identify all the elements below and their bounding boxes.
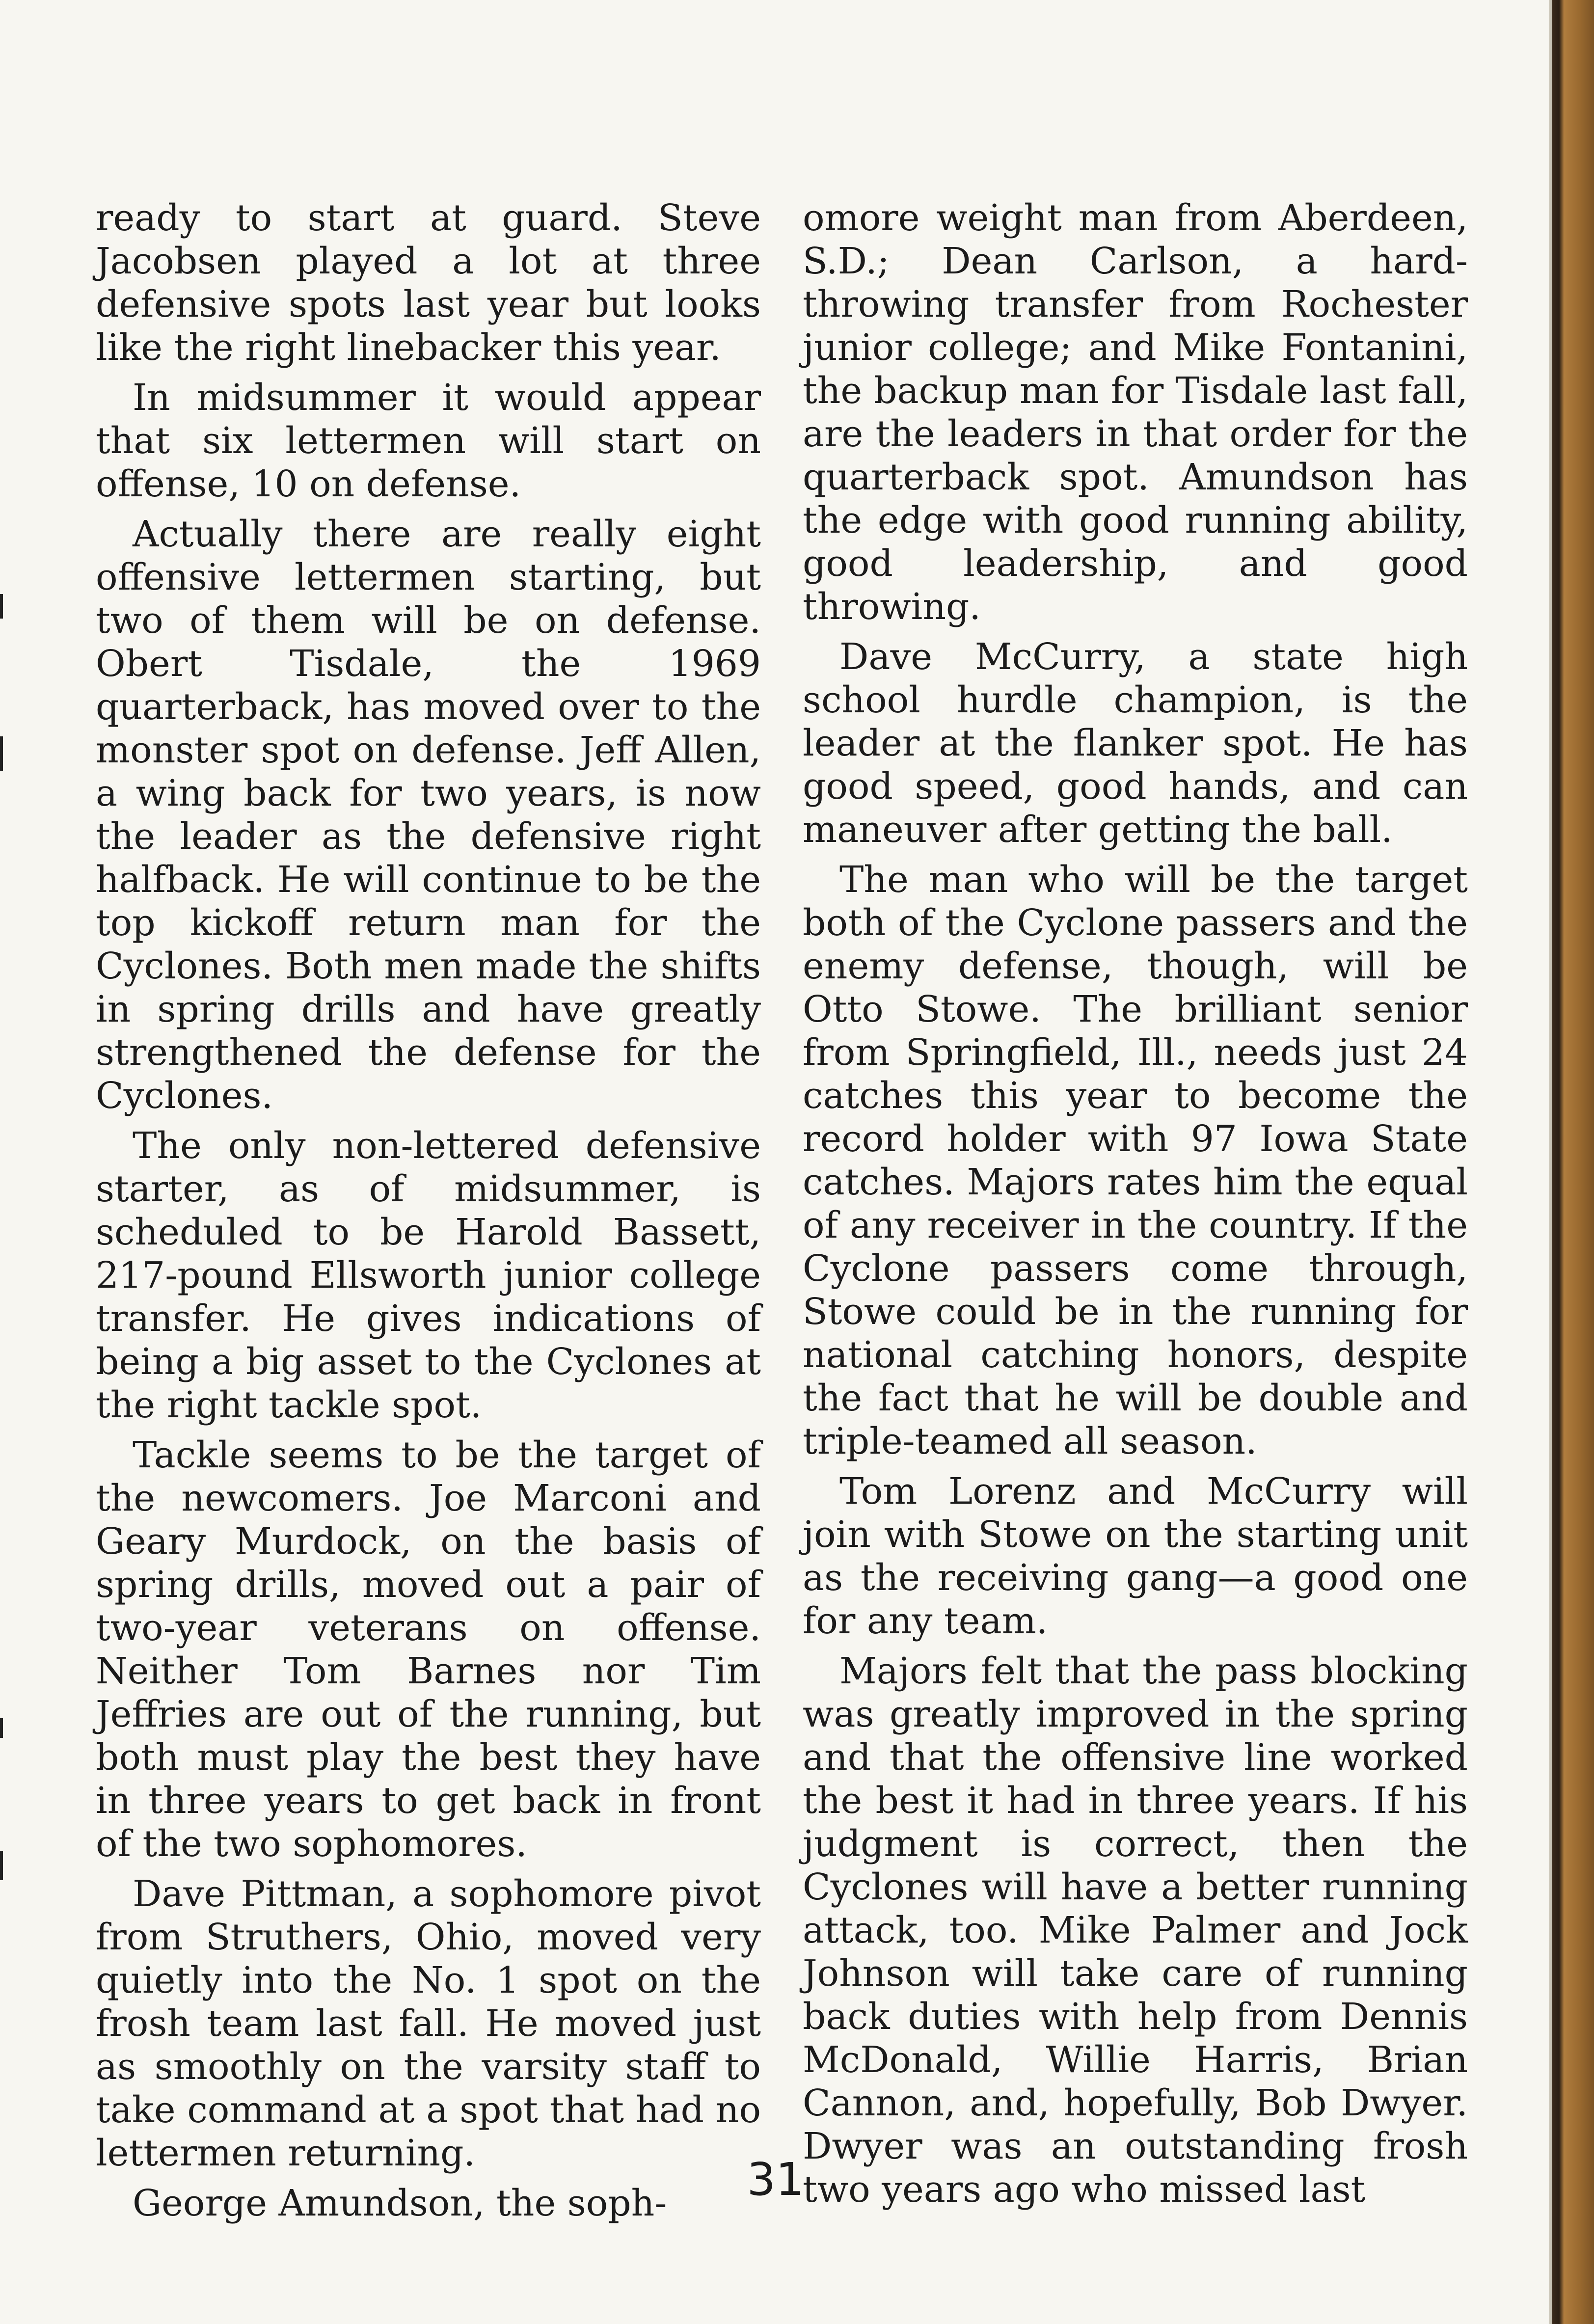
paragraph: Dave McCurry, a state high school hurdle champion, is the leader at the flanker spot. He has good speed, good hands, and can maneuver after getting the ball. <box>803 636 1468 851</box>
paragraph: ready to start at guard. Steve Jacobsen played a lot at three defensive spots last year but looks like the right linebacker this year. <box>96 197 761 369</box>
paragraph: Dave Pittman, a sophomore pivot from Struthers, Ohio, moved very quietly into the No. 1 spot on the frosh team last fall. He moved just as smoothly on the varsity staff to take command at a spot that had no lettermen returning. <box>96 1873 761 2174</box>
left-text-column <box>96 196 761 2232</box>
paragraph: The man who will be the target both of the Cyclone passers and the enemy defense, though, will be Otto Stowe. The brilliant senior from Springfield, Ill., needs just 24 catches this year to become the record holder with 97 Iowa State catches. Majors rates him the equal of any receiver in the country. If the Cyclone passers come through, Stowe could be in the running for national catching honors, despite the fact that he will be double and triple-teamed all season. <box>803 859 1468 1462</box>
paragraph: Majors felt that the pass blocking was greatly improved in the spring and that the offensive line worked the best it had in three years. If his judgment is correct, then the Cyclones will have a better running attack, too. Mike Palmer and Jock Johnson will take care of running back duties with help from Dennis McDonald, Willie Harris, Brian Cannon, and, hopefully, Bob Dwyer. Dwyer was an outstanding frosh two years ago who missed last <box>803 1650 1468 2211</box>
book-page-edge <box>1552 0 1594 2324</box>
paragraph: omore weight man from Aberdeen, S.D.; Dean Carlson, a hard-throwing transfer from Rochester junior college; and Mike Fontanini, the backup man for Tisdale last fall, are the leaders in that order for the quarterback spot. Amundson has the edge with good running ability, good leadership, and good throwing. <box>803 197 1468 628</box>
paragraph: George Amundson, the soph- <box>133 2182 667 2224</box>
paragraph: The only non-lettered defensive starter, as of midsummer, is scheduled to be Harold Bassett, 217-pound Ellsworth junior college transfer. He gives indications of being a big asset to the Cyclones at the right tackle spot. <box>96 1125 761 1426</box>
binding-mark <box>0 736 3 771</box>
paragraph: Tom Lorenz and McCurry will join with Stowe on the starting unit as the receiving gang—a good one for any team. <box>803 1470 1468 1642</box>
right-text-column <box>803 196 1468 2218</box>
binding-mark <box>0 1718 3 1738</box>
binding-mark <box>0 1851 3 1880</box>
page-number: 31 <box>747 2153 805 2206</box>
binding-mark <box>0 594 3 619</box>
paragraph: In midsummer it would appear that six lettermen will start on offense, 10 on defense. <box>96 377 761 505</box>
paragraph: Tackle seems to be the target of the newcomers. Joe Marconi and Geary Murdock, on the basis of spring drills, moved out a pair of two-year veterans on offense. Neither Tom Barnes nor Tim Jeffries are out of the running, but both must play the best they have in three years to get back in front of the two sophomores. <box>96 1434 761 1865</box>
paragraph: Actually there are really eight offensive lettermen starting, but two of them will be on defense. Obert Tisdale, the 1969 quarterback, has moved over to the monster spot on defense. Jeff Allen, a wing back for two years, is now the leader as the defensive right halfback. He will continue to be the top kickoff return man for the Cyclones. Both men made the shifts in spring drills and have greatly strengthened the defense for the Cyclones. <box>96 513 761 1117</box>
